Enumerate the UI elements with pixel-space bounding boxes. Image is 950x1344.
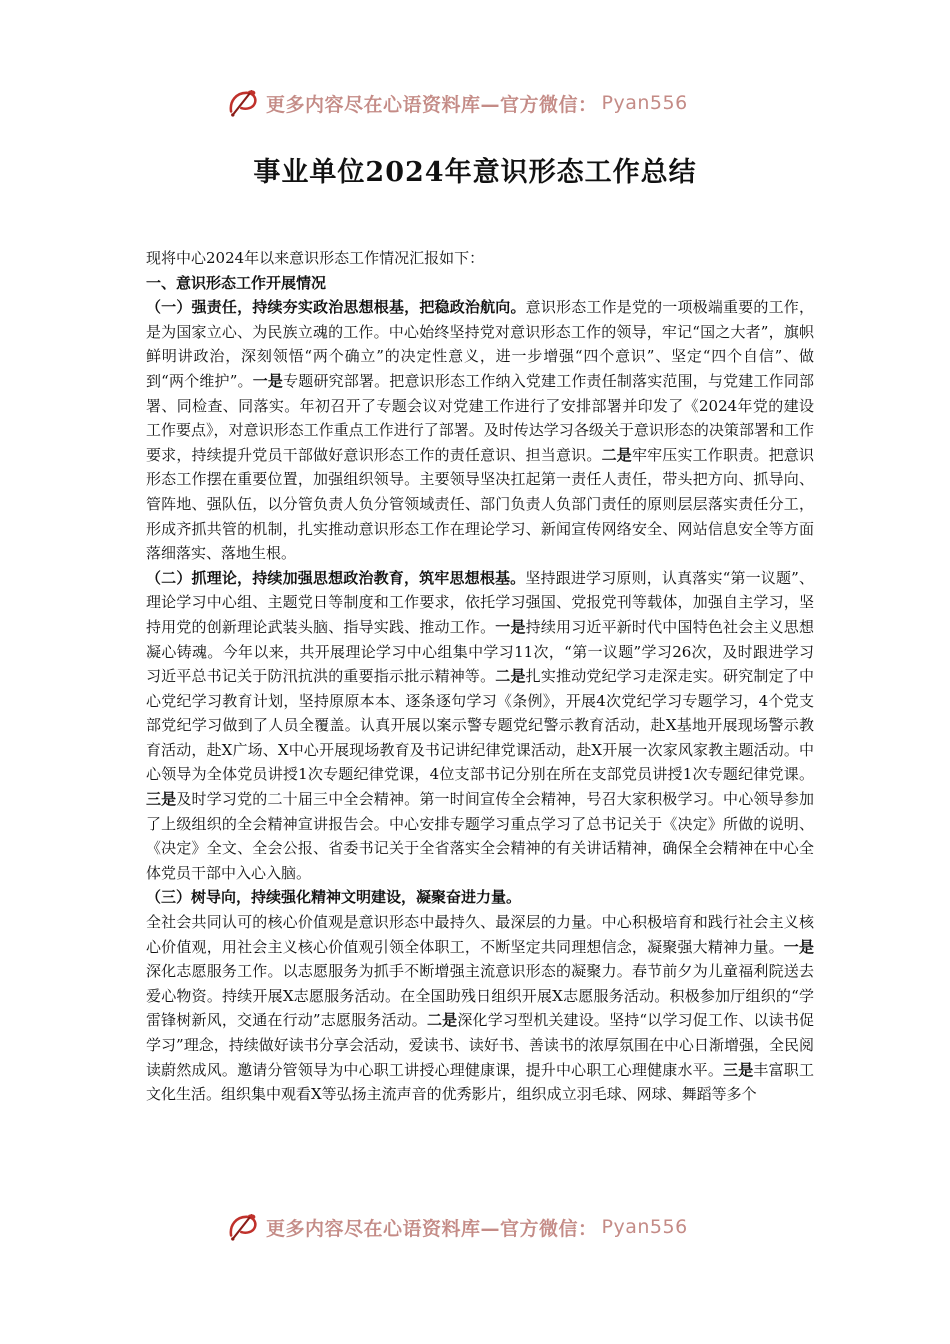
item-marker: 一是 xyxy=(252,371,284,390)
document-title: 事业单位2024年意识形态工作总结 xyxy=(253,157,697,188)
paragraph-theory xyxy=(146,566,814,886)
item-marker: 二是 xyxy=(495,667,526,686)
paragraph-text: 及时学习党的二十届三中全会精神。第一时间宣传全会精神，号召大家积极学习。中心领导参加了上级组织的全会精神宣讲报告会。中心安排专题学习重点学习了总书记关于《决定》所做的说明、《决定》全文、全会公报、省委书记关于全省落实全会精神的有关讲话精神，确保全会精神在中心全体党员干部中入心入脑。 xyxy=(146,790,814,882)
item-marker: 三是 xyxy=(723,1060,754,1079)
watermark-text: 更多内容尽在心语资料库—官方微信： xyxy=(266,93,598,116)
watermark-footer xyxy=(226,1210,688,1244)
paragraph-text: 持续用习近平新时代中国特色社会主义思想凝心铸魂。今年以来，共开展理论学习中心组集中学习11次，“第一议题”学习26次，及时跟进学习习近平总书记关于防汛抗洪的重要指示批示精神等。 xyxy=(146,617,814,686)
item-marker: 一是 xyxy=(783,937,814,956)
section-heading: 一、意识形态工作开展情况 xyxy=(146,273,327,292)
watermark-header xyxy=(226,86,688,120)
watermark-handle: Pyan556 xyxy=(601,1216,688,1238)
paragraph-text: 丰富职工文化生活。组织集中观看X等弘扬主流声音的优秀影片，组织成立羽毛球、网球、舞蹈等多个 xyxy=(146,1060,814,1104)
paragraph-heading: （二）抓理论，持续加强思想政治教育，筑牢思想根基。 xyxy=(146,568,526,587)
paragraph-text: 全社会共同认可的核心价值观是意识形态中最持久、最深层的力量。中心积极培育和践行社会主义核心价值观，用社会主义核心价值观引领全体职工，不断坚定共同理想信念，凝聚强大精神力量。 xyxy=(146,913,814,956)
item-marker: 二是 xyxy=(426,1011,458,1030)
paragraph-heading-orientation: （三）树导向，持续强化精神文明建设，凝聚奋进力量。 xyxy=(146,888,522,907)
watermark-handle: Pyan556 xyxy=(601,92,688,114)
paragraph-text: 牢牢压实工作职责。把意识形态工作摆在重要位置，加强组织领导。主要领导坚决扛起第一责任人责任，带头把方向、抓导向、管阵地、强队伍，以分管负责人负分管领域责任、部门负责人负部门责任的原则层层落实责任分工，形成齐抓共管的机制，扎实推动意识形态工作在理论学习、新闻宣传网络安全、网站信息安全等方面落细落实、落地生根。 xyxy=(146,445,814,563)
paragraph-heading: （一）强责任，持续夯实政治思想根基，把稳政治航向。 xyxy=(146,298,526,317)
paragraph-orientation xyxy=(146,910,814,1107)
item-marker: 三是 xyxy=(146,790,177,809)
document-body xyxy=(146,246,814,1107)
quill-pen-logo-icon xyxy=(226,1210,260,1244)
quill-pen-logo-icon xyxy=(226,86,260,120)
paragraph-text: 坚持跟进学习原则，认真落实“第一议题”、理论学习中心组、主题党日等制度和工作要求，依托学习强国、党报党刊等载体，加强自主学习，坚持用党的创新理论武装头脑、指导实践、推动工作。 xyxy=(146,568,814,636)
paragraph-text: 专题研究部署。把意识形态工作纳入党建工作责任制落实范围，与党建工作同部署、同检查、同落实。年初召开了专题会议对党建工作进行了安排部署并印发了《2024年党的建设工作要点》，对意识形态工作重点工作进行了部署。及时传达学习各级关于意识形态的决策部署和工作要求，持续提升党员干部做好意识形态工作的责任意识、担当意识。 xyxy=(146,371,814,464)
paragraph-responsibility xyxy=(146,295,814,566)
paragraph-text: 深化学习型机关建设。坚持“以学习促工作、以读书促学习”理念，持续做好读书分享会活动，爱读书、读好书、善读书的浓厚氛围在中心日渐增强，全民阅读蔚然成风。邀请分管领导为中心职工讲授心理健康课，提升中心职工心理健康水平。 xyxy=(146,1011,815,1079)
item-marker: 二是 xyxy=(601,445,632,464)
paragraph-text: 意识形态工作是党的一项极端重要的工作，是为国家立心、为民族立魂的工作。中心始终坚持党对意识形态工作的领导，牢记“国之大者”，旗帜鲜明讲政治，深刻领悟“两个确立”的决定性意义，进一步增强“四个意识”、坚定“四个自信”、做到“两个维护”。 xyxy=(146,298,814,390)
watermark-text: 更多内容尽在心语资料库—官方微信： xyxy=(266,1217,598,1240)
paragraph-text: 深化志愿服务工作。以志愿服务为抓手不断增强主流意识形态的凝聚力。春节前夕为儿童福利院送去爱心物资。持续开展X志愿服务活动。在全国助残日组织开展X志愿服务活动。积极参加厅组织的“学雷锋树新风，交通在行动”志愿服务活动。 xyxy=(146,962,814,1030)
intro-paragraph: 现将中心2024年以来意识形态工作情况汇报如下： xyxy=(146,249,485,267)
item-marker: 一是 xyxy=(495,617,526,636)
paragraph-text: 扎实推动党纪学习走深走实。研究制定了中心党纪学习教育计划，坚持原原本本、逐条逐句学习《条例》，开展4次党纪学习专题学习，4个党支部党纪学习做到了人员全覆盖。认真开展以案示警专题党纪警示教育活动，赴X基地开展现场警示教育活动，赴X广场、X中心开展现场教育及书记讲纪律党课活动，赴X开展一次家风家教主题活动。中心领导为全体党员讲授1次专题纪律党课，4位支部书记分别在所在支部党员讲授1次专题纪律党课。 xyxy=(146,667,814,784)
